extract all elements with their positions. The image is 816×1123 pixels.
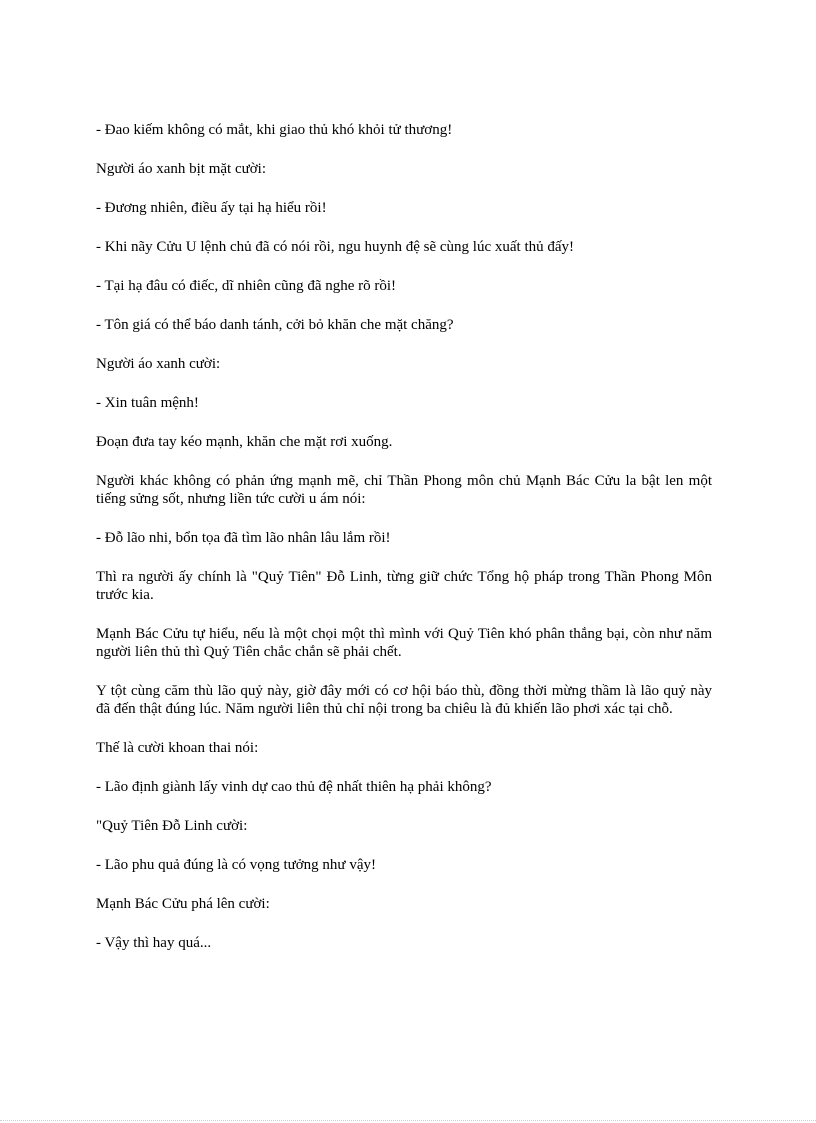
paragraph: Người khác không có phản ứng mạnh mẽ, chỉ Thần Phong môn chủ Mạnh Bác Cửu la bật len một tiếng sửng sốt, nhưng liền tức cười u ám nói:: [96, 473, 712, 507]
paragraph: - Lão phu quả đúng là có vọng tưởng như vậy!: [96, 857, 376, 873]
paragraph: - Khi nãy Cửu U lệnh chủ đã có nói rồi, ngu huynh đệ sẽ cùng lúc xuất thủ đấy!: [96, 239, 575, 255]
paragraph: Thì ra người ấy chính là "Quỷ Tiên" Đỗ Linh, từng giữ chức Tổng hộ pháp trong Thần Phong Môn trước kia.: [96, 569, 712, 603]
paragraph: Người áo xanh bịt mặt cười:: [96, 161, 267, 177]
page-bottom-divider: [0, 1120, 816, 1121]
paragraph: - Đao kiếm không có mắt, khi giao thủ khó khỏi tử thương!: [96, 122, 453, 138]
paragraph: Y tột cùng căm thù lão quỷ này, giờ đây mới có cơ hội báo thù, đồng thời mừng thầm là lão quỷ này đã đến thật đúng lúc. Năm người liên thủ chỉ nội trong ba chiêu là đủ khiến lão phơi xác tại chỗ.: [96, 683, 712, 717]
paragraph: - Lão định giành lấy vinh dự cao thủ đệ nhất thiên hạ phải không?: [96, 779, 492, 795]
paragraph: "Quỷ Tiên Đỗ Linh cười:: [96, 818, 248, 834]
paragraph: Mạnh Bác Cửu phá lên cười:: [96, 896, 270, 912]
paragraph: - Đỗ lão nhi, bổn tọa đã tìm lão nhân lâu lắm rồi!: [96, 530, 391, 546]
paragraph: Người áo xanh cười:: [96, 356, 221, 372]
paragraph: Mạnh Bác Cửu tự hiểu, nếu là một chọi một thì mình với Quỷ Tiên khó phân thắng bại, còn như năm người liên thủ thì Quỷ Tiên chắc chắn sẽ phải chết.: [96, 626, 712, 660]
paragraph: - Xin tuân mệnh!: [96, 395, 199, 411]
paragraph: - Vậy thì hay quá...: [96, 935, 212, 951]
document-body: [96, 121, 712, 973]
paragraph: Thế là cười khoan thai nói:: [96, 740, 259, 756]
paragraph: - Đương nhiên, điều ấy tại hạ hiểu rồi!: [96, 200, 327, 216]
paragraph: Đoạn đưa tay kéo mạnh, khăn che mặt rơi xuống.: [96, 434, 393, 450]
paragraph: - Tại hạ đâu có điếc, dĩ nhiên cũng đã nghe rõ rồi!: [96, 278, 397, 294]
paragraph: - Tôn giá có thể báo danh tánh, cởi bỏ khăn che mặt chăng?: [96, 317, 454, 333]
